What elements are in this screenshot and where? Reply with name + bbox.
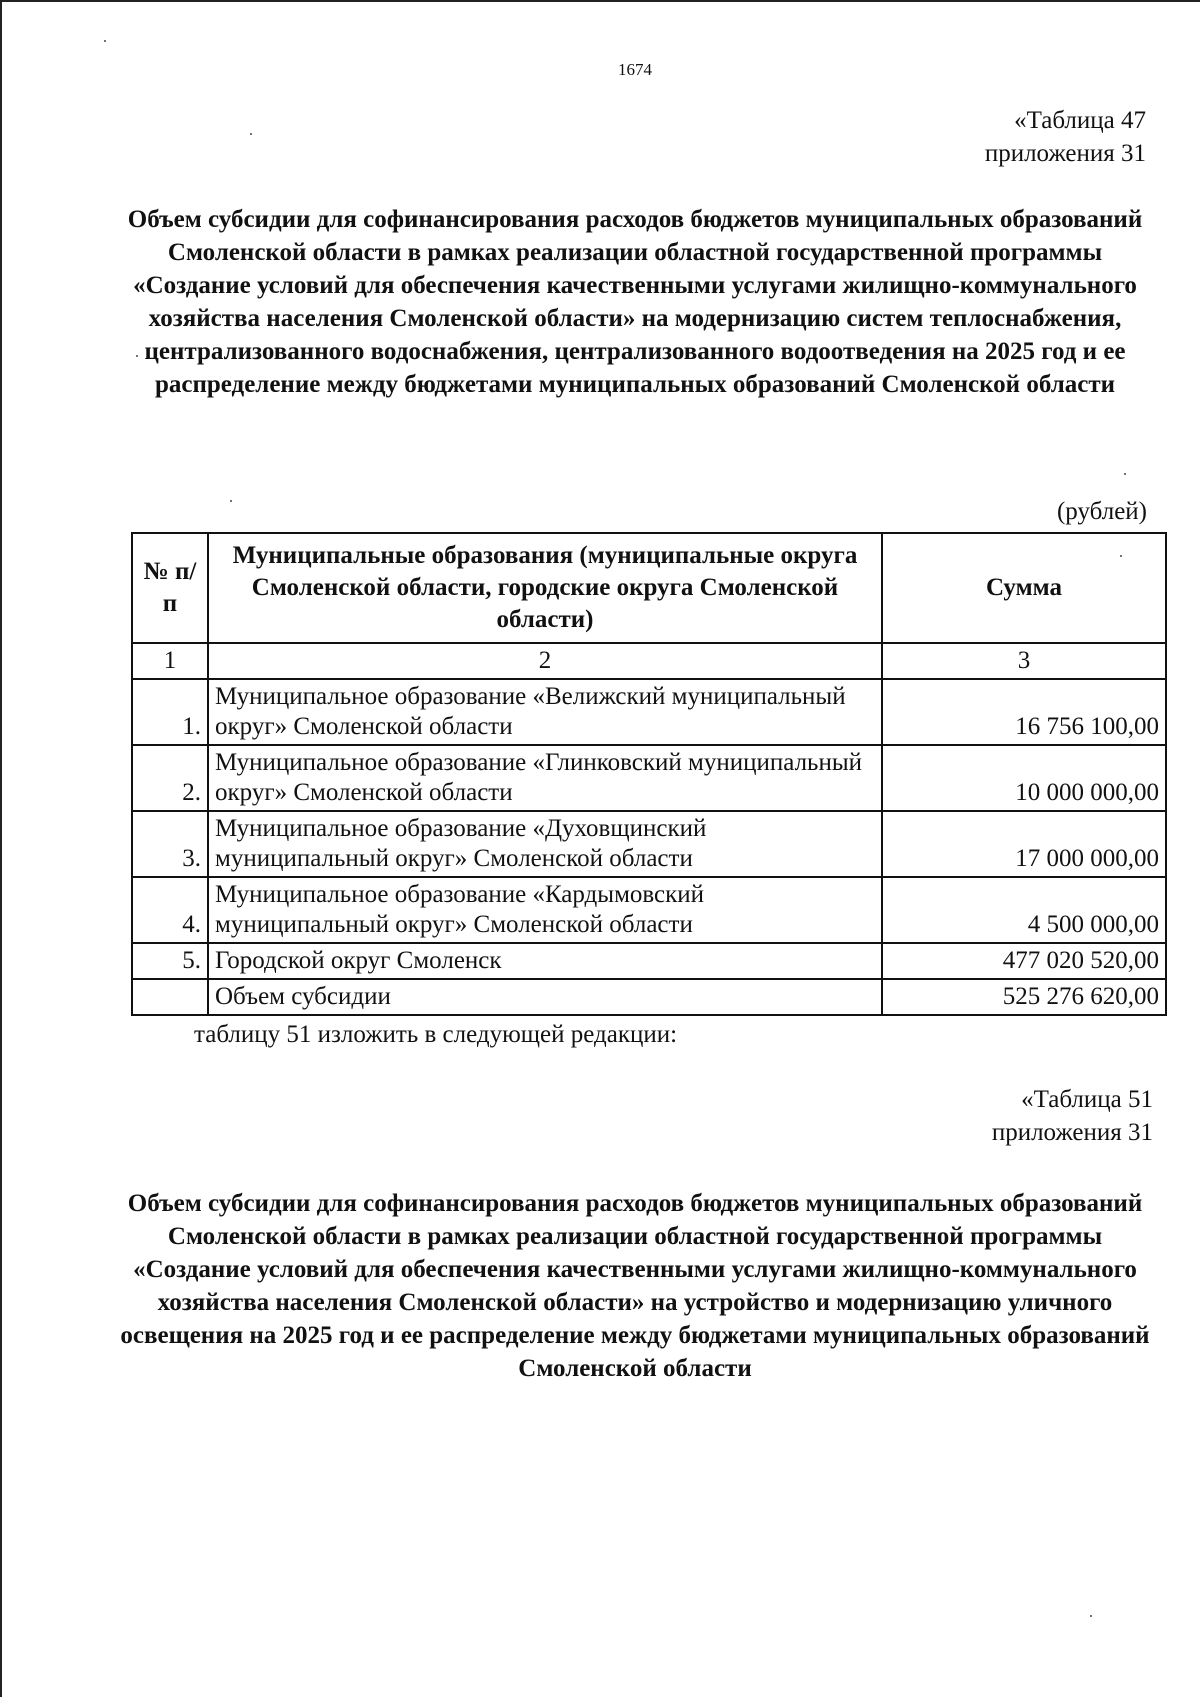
table47-ref-line1: «Таблица 47: [1014, 107, 1146, 134]
row-num: 4.: [132, 877, 208, 943]
table-row: [132, 811, 1166, 877]
row-sum: 4 500 000,00: [882, 877, 1166, 943]
table-header-row: [132, 533, 1166, 643]
page-edge-left: [0, 0, 2, 1697]
row-name: Муниципальное образование «Кардымовский муниципальный округ» Смоленской области: [208, 877, 882, 943]
table51-title: Объем субсидии для софинансирования расходов бюджетов муниципальных образований Смоленской области в рамках реализации областной государственной программы «Создание условий для обеспечения качественными услугами жилищно-коммунального хозяйства населения Смоленской области» на устройство и модернизацию уличного освещения на 2025 год и ее распределение между бюджетами муниципальных образований Смоленской области: [120, 1190, 1150, 1382]
row-sum: 10 000 000,00: [882, 745, 1166, 811]
table47-ref-line2: приложения 31: [984, 140, 1146, 167]
row-name: Муниципальное образование «Велижский муниципальный округ» Смоленской области: [208, 679, 882, 745]
table-row: [132, 877, 1166, 943]
total-num-empty: [132, 979, 208, 1015]
total-label: Объем субсидии: [208, 979, 882, 1015]
page-edge-top: [0, 0, 1200, 2]
table47-reference: [985, 104, 1146, 170]
row-num: 5.: [132, 943, 208, 979]
total-sum: 525 276 620,00: [882, 979, 1166, 1015]
column-number: 2: [208, 643, 882, 679]
table51-ref-line2: приложения 31: [991, 1119, 1153, 1146]
row-sum: 17 000 000,00: [882, 811, 1166, 877]
row-name: Муниципальное образование «Глинковский муниципальный округ» Смоленской области: [208, 745, 882, 811]
page-number: 1674: [618, 60, 652, 79]
table51-reference: [992, 1083, 1153, 1149]
table-row: [132, 745, 1166, 811]
header-sum: Сумма: [882, 533, 1166, 643]
table-row: [132, 679, 1166, 745]
row-sum: 16 756 100,00: [882, 679, 1166, 745]
scan-speck: [1090, 1615, 1092, 1617]
column-number: 1: [132, 643, 208, 679]
instruction-text: таблицу 51 изложить в следующей редакции:: [194, 1021, 678, 1048]
row-num: 1.: [132, 679, 208, 745]
header-num: № п/п: [132, 533, 208, 643]
scan-speck: [136, 355, 138, 357]
header-municipality: Муниципальные образования (муниципальные округа Смоленской области, городские округа Смоленской области): [208, 533, 882, 643]
table47: [131, 532, 1167, 1016]
row-sum: 477 020 520,00: [882, 943, 1166, 979]
table51-ref-line1: «Таблица 51: [1021, 1086, 1153, 1113]
table47-title: Объем субсидии для софинансирования расходов бюджетов муниципальных образований Смоленской области в рамках реализации областной государственной программы «Создание условий для обеспечения качественными услугами жилищно-коммунального хозяйства населения Смоленской области» на модернизацию систем теплоснабжения, централизованного водоснабжения, централизованного водоотведения на 2025 год и ее распределение между бюджетами муниципальных образований Смоленской области: [127, 206, 1143, 398]
row-name: Городской округ Смоленск: [208, 943, 882, 979]
row-num: 2.: [132, 745, 208, 811]
table-row: [132, 943, 1166, 979]
scan-speck: [1124, 473, 1126, 475]
scan-speck: [1120, 555, 1122, 557]
row-name: Муниципальное образование «Духовщинский муниципальный округ» Смоленской области: [208, 811, 882, 877]
row-num: 3.: [132, 811, 208, 877]
total-row: [132, 979, 1166, 1015]
scan-speck: [104, 40, 106, 42]
column-number: 3: [882, 643, 1166, 679]
scan-speck: [230, 500, 232, 502]
scan-speck: [250, 133, 252, 135]
table47-unit: (рублей): [1056, 498, 1147, 525]
column-number-row: [132, 643, 1166, 679]
